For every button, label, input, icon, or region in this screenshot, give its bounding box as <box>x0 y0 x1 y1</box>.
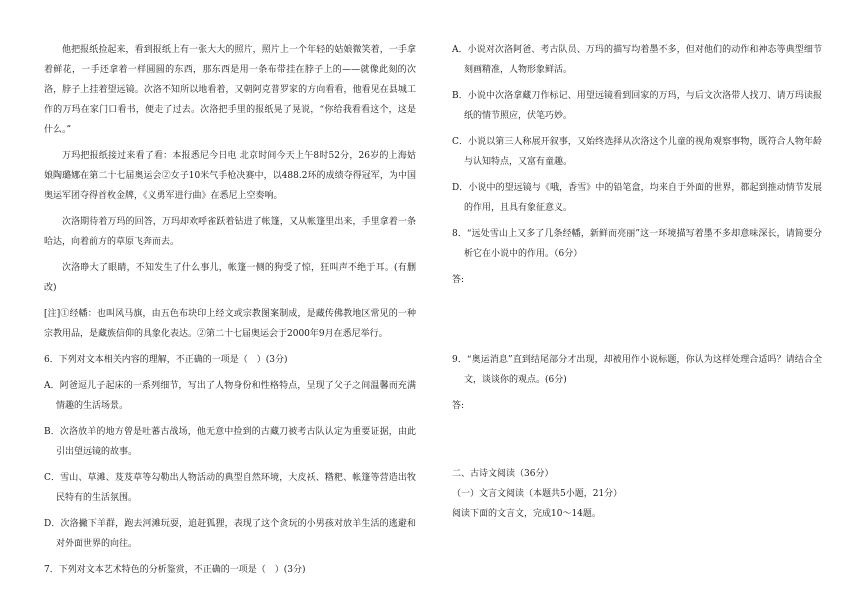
section-heading: 二、古诗文阅读（36分） <box>452 469 554 479</box>
question-7-option-a: A．小说对次洛阿爸、考古队员、万玛的描写均着墨不多，但对他们的动作和神态等典型细节刻画精准，人物形象鲜活。 <box>452 45 822 75</box>
question-7-option-c: C．小说以第三人称展开叙事，又始终选择从次洛这个儿童的视角观察事物，既符合人物年龄与认知特点，又富有童趣。 <box>452 137 822 167</box>
footnote: [注]①经幡：也叫风马旗，由五色布块印上经文或宗教图案制成，是藏传佛教地区常见的一种宗教用品，是藏族信仰的具象化表达。②第二十七届奥运会于2000年9月在悉尼举行。 <box>44 309 416 339</box>
right-column <box>452 40 822 524</box>
question-6-option-c: C．雪山、草滩、芨芨草等勾勒出人物活动的典型自然环境，大皮袄、糌粑、帐篷等营造出牧民特有的生活氛围。 <box>44 473 416 503</box>
question-7: 7．下列对文本艺术特色的分析鉴赏，不正确的一项是（ ）(3分) <box>44 565 306 575</box>
question-6-option-d: D．次洛撇下羊群，跑去河滩玩耍，追赶狐狸，表现了这个贪玩的小男孩对放羊生活的逃避和对外面世界的向往。 <box>44 519 416 549</box>
question-7-option-d: D．小说中的望远镜与《哦，香雪》中的铅笔盒，均来自于外面的世界，都起到推动情节发展的作用，且具有象征意义。 <box>452 183 822 213</box>
question-9: 9．“奥运消息”直到结尾部分才出现，却被用作小说标题，你认为这样处理合适吗？请结合全文，谈谈你的观点。(6分) <box>452 355 822 385</box>
story-paragraph-4: 次洛睁大了眼睛，不知发生了什么事儿，帐篷一侧的狗受了惊，狂叫声不绝于耳。(有删改) <box>44 263 416 293</box>
story-paragraph-3: 次洛期待着万玛的回答，万玛却欢呼雀跃着钻进了帐篷，又从帐篷里出来，手里拿着一条哈达，向着前方的草原飞奔而去。 <box>44 217 416 247</box>
question-7-option-b: B．小说中次洛拿藏刀作标记、用望远镜看到回家的万玛，与后文次洛带人找刀、请万玛读报纸的情节照应，伏笔巧妙。 <box>452 91 822 121</box>
question-6-option-b: B．次洛放羊的地方曾是吐蕃古战场，他无意中捡到的古藏刀被考古队认定为重要证据，由此引出望远镜的故事。 <box>44 427 416 457</box>
answer-area-9[interactable] <box>452 416 822 464</box>
story-paragraph-1: 他把报纸捡起来，看到报纸上有一张大大的照片，照片上一个年轻的姑娘微笑着，一手拿着鲜花，一手还拿着一样圆圆的东西，那东西是用一条布带挂在脖子上的——就像此刻的次洛，脖子上挂着望远镜。次洛不知所以地看着，又朝阿克普罗家的方向看看，他看见在县城工作的万玛在家门口看书，便走了过去。次洛把手里的报纸晃了晃说，“你给我看看这个，这是什么。” <box>44 45 416 135</box>
answer-area-8[interactable] <box>452 290 822 350</box>
reading-instruction: 阅读下面的文言文，完成10～14题。 <box>452 509 601 519</box>
answer-label-8: 答: <box>452 275 465 285</box>
answer-label-9: 答: <box>452 401 465 411</box>
subsection-heading: （一）文言文阅读（本题共5小题，21分） <box>452 489 623 499</box>
question-6: 6．下列对文本相关内容的理解，不正确的一项是（ ）(3分) <box>44 355 288 365</box>
story-paragraph-2: 万玛把报纸接过来看了看：本报悉尼今日电 北京时间今天上午8时52分，26岁的上海姑娘陶璐娜在第二十七届奥运会②女子10米气手枪决赛中，以488.2环的成绩夺得冠军，为中国奥运军团夺得首枚金牌，《义勇军进行曲》在悉尼上空奏响。 <box>44 151 416 201</box>
left-column <box>44 40 416 580</box>
question-8: 8．“远处雪山上又多了几条经幡，新鲜而亮丽”这一环境描写着墨不多却意味深长，请简要分析它在小说中的作用。（6分） <box>452 229 822 259</box>
question-6-option-a: A．阿爸逗儿子起床的一系列细节，写出了人物身份和性格特点，呈现了父子之间温馨而充满情趣的生活场景。 <box>44 381 416 411</box>
